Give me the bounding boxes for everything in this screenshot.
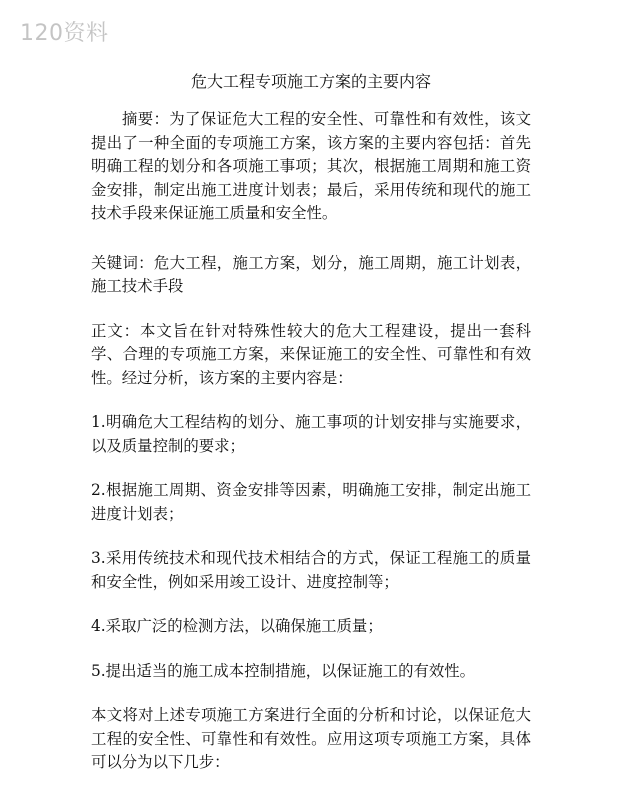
list-item-2: 2.根据施工周期、资金安排等因素，明确施工安排，制定出施工进度计划表； bbox=[91, 481, 531, 523]
list-item-1: 1.明确危大工程结构的划分、施工事项的计划安排与实施要求，以及质量控制的要求； bbox=[91, 413, 531, 455]
conclusion-paragraph: 本文将对上述专项施工方案进行全面的分析和讨论，以保证危大工程的安全性、可靠性和有效性。应用这项专项施工方案，具体可以分为以下几步： bbox=[91, 706, 531, 771]
document-page bbox=[91, 70, 531, 796]
document-title: 危大工程专项施工方案的主要内容 bbox=[190, 72, 431, 91]
body-intro-paragraph: 正文：本文旨在针对特殊性较大的危大工程建设，提出一套科学、合理的专项施工方案，来保证施工的安全性、可靠性和有效性。经过分析，该方案的主要内容是： bbox=[91, 321, 531, 387]
keywords-paragraph: 关键词：危大工程，施工方案，划分，施工周期，施工计划表，施工技术手段 bbox=[91, 253, 531, 295]
abstract-paragraph: 摘要：为了保证危大工程的安全性、可靠性和有效性，该文提出了一种全面的专项施工方案，该方案的主要内容包括：首先明确工程的划分和各项施工事项；其次，根据施工周期和施工资金安排，制定出施工进度计划表；最后，采用传统和现代的施工技术手段来保证施工质量和安全性。 bbox=[91, 110, 531, 222]
list-item-4: 4.采取广泛的检测方法，以确保施工质量； bbox=[91, 617, 383, 635]
list-item-3: 3.采用传统技术和现代技术相结合的方式，保证工程施工的质量和安全性，例如采用竣工设计、进度控制等； bbox=[91, 549, 531, 591]
watermark: 120资料 bbox=[20, 21, 109, 46]
list-item-5: 5.提出适当的施工成本控制措施，以保证施工的有效性。 bbox=[91, 661, 476, 680]
